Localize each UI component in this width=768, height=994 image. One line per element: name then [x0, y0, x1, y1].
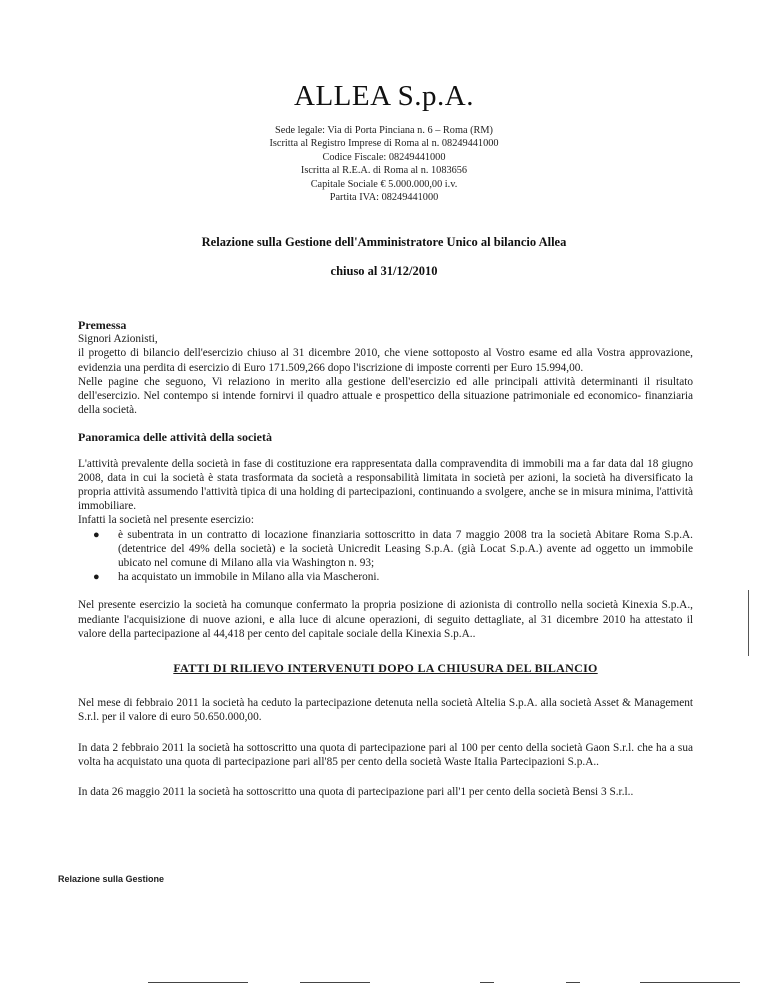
info-line-rea: Iscritta al R.E.A. di Roma al n. 1083656 — [300, 165, 468, 177]
salutation: Signori Azionisti, — [78, 333, 158, 346]
fatti-paragraph-3: In data 26 maggio 2011 la società ha sottoscritto una quota di partecipazione pari all'1 per cento della società Bensi 3 S.r.l.. — [78, 786, 634, 799]
section-heading-panoramica: Panoramica delle attività della società — [78, 430, 272, 445]
company-name: ALLEA S.p.A. — [294, 80, 474, 112]
info-line-tax-code: Codice Fiscale: 08249441000 — [322, 151, 446, 163]
bullet-icon: ● — [93, 571, 100, 584]
fatti-paragraph-2: In data 2 febbraio 2011 la società ha sottoscritto una quota di partecipazione pari al 100 per cento della società Gaon S.r.l. che ha a sua volta ha acquistato una quota di partecipazione pari all'85 per cento della società Waste Italia Partecipazioni S.p.A.. — [78, 741, 693, 768]
report-title: Relazione sulla Gestione dell'Amministratore Unico al bilancio Allea — [201, 235, 567, 249]
company-info — [0, 124, 768, 204]
list-item-text: ha acquistato un immobile in Milano alla via Mascheroni. — [118, 571, 380, 584]
activity-list — [78, 528, 693, 585]
scan-bottom-mark — [480, 982, 494, 983]
fatti-paragraph-1: Nel mese di febbraio 2011 la società ha ceduto la partecipazione detenuta nella società Altelia S.p.A. alla società Asset & Management S.r.l. per il valore di euro 50.650.000,00. — [78, 697, 693, 724]
report-subtitle: chiuso al 31/12/2010 — [330, 264, 438, 278]
list-item — [78, 528, 693, 571]
footer-label: Relazione sulla Gestione — [58, 874, 165, 884]
scan-bottom-mark — [300, 982, 370, 983]
section-heading-premessa: Premessa — [78, 318, 127, 332]
section-heading-fatti-rilievo: FATTI DI RILIEVO INTERVENUTI DOPO LA CHIUSURA DEL BILANCIO — [173, 661, 598, 676]
scan-bottom-mark — [566, 982, 580, 983]
list-item-text: è subentrata in un contratto di locazione finanziaria sottoscritto in data 7 maggio 2008 tra la società Abitare Roma S.p.A. (detentrice del 49% della società) e la società Unicredit Leasing S.p.A. (già Locat S.p.A.) avente ad oggetto un immobile ubicato nel comune di Milano alla via Washington n. 93; — [118, 528, 693, 570]
info-line-share-capital: Capitale Sociale € 5.000.000,00 i.v. — [310, 178, 458, 190]
info-line-vat: Partita IVA: 08249441000 — [329, 192, 439, 204]
panoramica-intro-line: Infatti la società nel presente esercizio: — [78, 514, 254, 527]
info-line-business-register: Iscritta al Registro Imprese di Roma al n. 08249441000 — [269, 138, 499, 150]
scan-bottom-mark — [148, 982, 248, 983]
scan-bottom-mark — [640, 982, 740, 983]
panoramica-paragraph-2: Nel presente esercizio la società ha comunque confermato la propria posizione di azionista di controllo nella società Kinexia S.p.A., mediante l'acquisizione di nuove azioni, e alla luce di alcune operazioni, di seguito dettagliate, al 31 dicembre 2010 ha attestato il valore della partecipazione al 44,418 per cento del capitale sociale della Kinexia S.p.A.. — [78, 599, 693, 640]
premessa-paragraph-1: il progetto di bilancio dell'esercizio chiuso al 31 dicembre 2010, che viene sottoposto al Vostro esame ed alla Vostra approvazione, evidenzia una perdita di esercizio di Euro 171.509,266 dopo l'iscrizione di imposte correnti per Euro 15.994,00. — [78, 347, 693, 374]
scan-margin-mark — [748, 590, 749, 656]
panoramica-paragraph-1: L'attività prevalente della società in fase di costituzione era rappresentata dalla compravendita di immobili ma a far data dal 18 giugno 2008, data in cui la società è stata trasformata da società a responsabilità limitata in società per azioni, la società ha diversificato la propria attività assumendo l'attività tipica di una holding di partecipazioni, continuando a svolgere, anche se in misura minima, l'attività immobiliare. — [78, 457, 693, 513]
bullet-icon: ● — [93, 528, 100, 541]
report-body — [78, 318, 693, 799]
info-line-registered-office: Sede legale: Via di Porta Pinciana n. 6 – Roma (RM) — [275, 125, 493, 136]
premessa-paragraph-2: Nelle pagine che seguono, Vi relaziono in merito alla gestione dell'esercizio ed alle principali attività determinanti il risultato dell'esercizio. Nel contempo si intende fornirvi il quadro attuale e prospettico della situazione patrimoniale ed economico- finanziaria della società. — [78, 375, 693, 417]
list-item — [78, 570, 693, 584]
